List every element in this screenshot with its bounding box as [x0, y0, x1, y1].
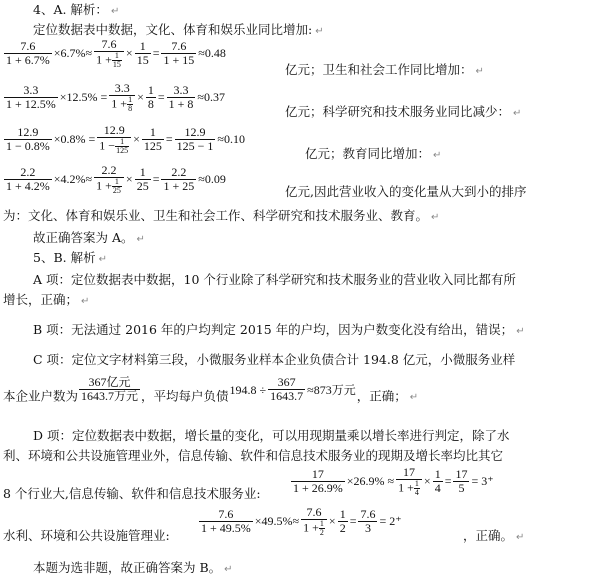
- q5-header: 5、B. 解析 ↵: [33, 250, 107, 265]
- q5-b-line: B 项：无法通过 2016 年的户均判定 2015 年的户均，因为户数变化没有给出，错误； ↵: [33, 322, 525, 337]
- q4-line3-tail: 亿元；教育同比增加： ↵: [305, 146, 442, 161]
- q5-a-line1: A 项：定位数据表中数据，10 个行业除了科学研究和技术服务业的营业收入同比都有所: [33, 272, 516, 287]
- q5-c-line1: C 项：定位文字材料第三段，小微服务业样本企业负债合计 194.8 亿元，小微服务业样: [33, 352, 516, 367]
- q4-answer: 故正确答案为 A。 ↵: [33, 230, 145, 245]
- q4-intro: 定位数据表中数据，文化、体育和娱乐业同比增加: ↵: [33, 22, 324, 37]
- paragraph-mark-icon: ↵: [433, 150, 442, 161]
- q5-d-line4: 水利、环境和公共设施管理业:: [3, 528, 170, 543]
- paragraph-mark-icon: ↵: [516, 326, 525, 337]
- q5-d-line2: 利、环境和公共设施管理业外，信息传输、软件和信息技术服务业的现期及增长率均比其它: [3, 448, 504, 463]
- equation-science: $\frac{12.9}{1 - 0.8\%}$ ×0.8% = 12.9 1 − $\frac{1}{125}$ × $\frac{1}{125}$ = $\frac{12.9}{125 - 1}$ ≈0.10: [6, 123, 246, 155]
- paragraph-mark-icon: ↵: [136, 234, 145, 245]
- paragraph-mark-icon: ↵: [224, 564, 233, 575]
- equation-it-services: $\frac{17}{1 + 26.9\%}$ ×26.9% ≈ 17 1 + $\frac{1}{4}$ × $\frac{1}{4}$ = $\frac{17}{5}$ = 3⁺: [293, 465, 494, 497]
- q4-conclusion: 为：文化、体育和娱乐业、卫生和社会工作、科学研究和技术服务业、教育。 ↵: [3, 208, 440, 223]
- q5-a-line2: 增长，正确； ↵: [3, 292, 90, 307]
- q5-d-line4-tail: ，正确。 ↵: [463, 528, 525, 543]
- q4-header: 4、A. 解析： ↵: [33, 2, 120, 17]
- equation-education: $\frac{2.2}{1 + 4.2\%}$ ×4.2%≈ 2.2 1 + $\frac{1}{25}$ × $\frac{1}{25}$ = $\frac{2.2}{1 + 25}$ ≈0.09: [6, 163, 226, 195]
- q5-c-line2: 本企业户数为 $\frac{\text{367亿元}}{\text{1643.7万元}}$ ，平均每户负债194.8 ÷ $\frac{367}{1643.7}$ ≈873万元，正确； ↵: [3, 375, 419, 404]
- equation-water-env: $\frac{7.6}{1 + 49.5\%}$ ×49.5%≈ 7.6 1 + $\frac{1}{2}$ × $\frac{1}{2}$ = $\frac{7.6}{3}$ = 2⁺: [201, 505, 402, 537]
- q4-line4-tail: 亿元,因此营业收入的变化量从大到小的排序: [285, 184, 527, 199]
- paragraph-mark-icon: ↵: [98, 254, 107, 265]
- q5-d-line1: D 项：定位数据表中数据，增长量的变化，可以用现期量乘以增长率进行判定，除了水: [33, 428, 510, 443]
- q4-line1-tail: 亿元；卫生和社会工作同比增加： ↵: [285, 62, 484, 77]
- paragraph-mark-icon: ↵: [431, 212, 440, 223]
- paragraph-mark-icon: ↵: [475, 66, 484, 77]
- equation-culture: $\frac{7.6}{1 + 6.7\%}$ ×6.7%≈ 7.6 1 + $\frac{1}{15}$ × $\frac{1}{15}$ = $\frac{7.6}{1 + 15}$ ≈0.48: [6, 37, 226, 69]
- paragraph-mark-icon: ↵: [513, 108, 522, 119]
- paragraph-mark-icon: ↵: [81, 296, 90, 307]
- paragraph-mark-icon: ↵: [516, 532, 525, 543]
- q5-d-line3: 8 个行业大,信息传输、软件和信息技术服务业:: [3, 486, 261, 501]
- paragraph-mark-icon: ↵: [409, 392, 419, 404]
- q4-line2-tail: 亿元；科学研究和技术服务业同比减少： ↵: [285, 104, 522, 119]
- q5-final: 本题为选非题，故正确答案为 B。 ↵: [33, 560, 233, 575]
- equation-health: $\frac{3.3}{1 + 12.5\%}$ ×12.5% = 3.3 1 + $\frac{1}{8}$ × $\frac{1}{8}$ = $\frac{3.3}{1 + 8}$ ≈0.37: [6, 81, 226, 113]
- paragraph-mark-icon: ↵: [315, 26, 324, 37]
- paragraph-mark-icon: ↵: [110, 6, 120, 17]
